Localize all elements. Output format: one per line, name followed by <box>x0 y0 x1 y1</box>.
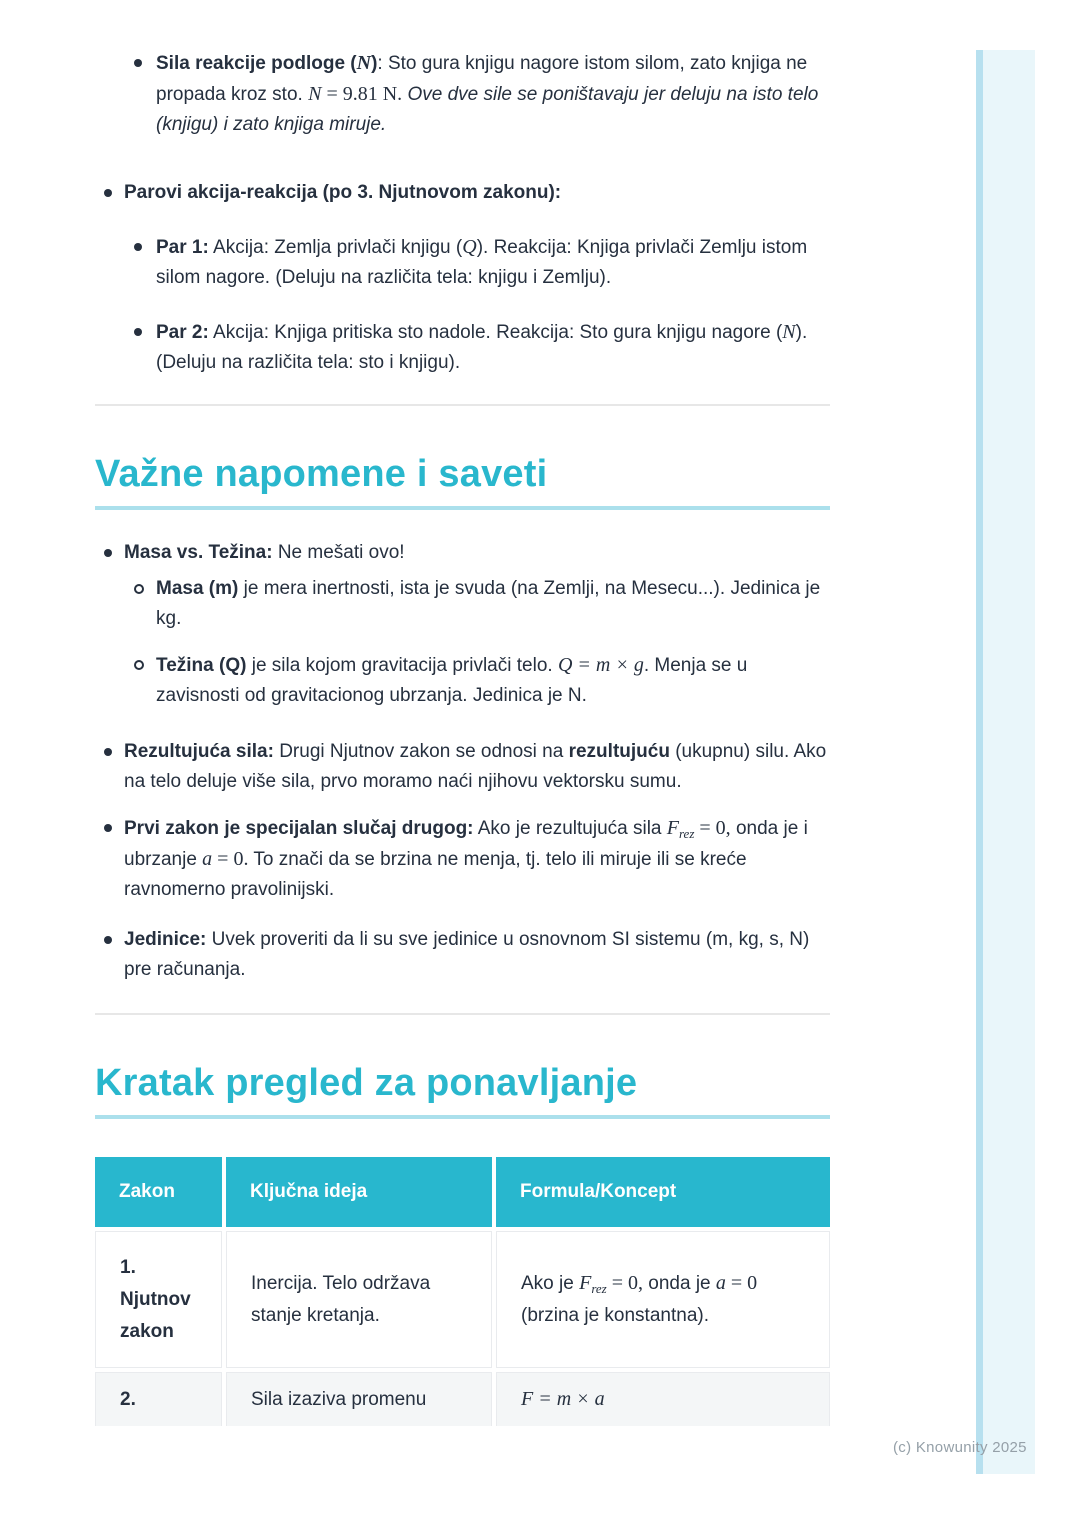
math-var: a <box>202 848 213 870</box>
bullet-masa-vs-tezina <box>95 538 830 568</box>
bold-lead: Masa vs. Težina: <box>124 542 273 563</box>
cell-text: 2. <box>120 1388 136 1410</box>
bullet-tezina <box>95 650 830 711</box>
section-divider <box>95 1013 830 1015</box>
cell-text <box>521 1383 605 1416</box>
text-run: Ako je rezultujuća sila <box>473 818 667 839</box>
bold-lead: Sila reakcije podloge ( <box>156 53 357 74</box>
copyright-watermark: (c) Knowunity 2025 <box>893 1439 1027 1456</box>
text-run: ). Reakcija: Knjiga privlači Zemlju istom silom nagore. (Deluju na različita tela: knjigu i Zemlju). <box>156 237 808 288</box>
text-run: onda je i ubrzanje <box>124 818 808 870</box>
bold-lead: Parovi akcija-reakcija (po 3. Njutnovom zakonu): <box>124 182 562 203</box>
text-run: onda je <box>643 1273 716 1294</box>
cell-text: Inercija. Telo održava stanje kretanja. <box>251 1272 431 1326</box>
text-run: Uvek proveriti da li su sve jedinice u osnovnom SI sistemu (m, kg, s, N) pre računanja. <box>124 929 810 980</box>
table-header-kljucna-ideja: Ključna ideja <box>226 1157 492 1227</box>
bullet-par-2 <box>95 317 830 378</box>
math-upright: = 9.81 N. <box>321 83 403 105</box>
cell-text: Sila izaziva promenu <box>251 1388 427 1410</box>
math-subscript: rez <box>678 826 695 841</box>
math-var: N <box>782 321 796 343</box>
section-heading-vazne-napomene: Važne napomene i saveti <box>95 450 830 510</box>
text-run: : Sto gura knjigu nagore istom silom, zato knjiga ne propada kroz sto. <box>156 53 808 105</box>
math-var: Q <box>462 236 477 258</box>
bullet-par-1 <box>95 232 830 293</box>
cell-text: 1. Njutnov zakon <box>120 1256 191 1342</box>
table-header-formula-koncept: Formula/Koncept <box>496 1157 830 1227</box>
math-var: a <box>715 1272 726 1294</box>
section-heading-kratak-pregled: Kratak pregled za ponavljanje <box>95 1059 830 1119</box>
math-formula: Q = m × g <box>557 654 644 676</box>
table-cell-formula-2 <box>496 1372 830 1426</box>
text-run: Ne mešati ovo! <box>272 542 405 563</box>
text-run: Akcija: Knjiga pritiska sto nadole. Reakcija: Sto gura knjigu nagore ( <box>208 322 783 343</box>
text-run: . Menja se u zavisnosti od gravitacionog ubrzanja. Jedinica je N. <box>156 655 748 706</box>
math-formula: F = m × a <box>521 1388 605 1410</box>
table-cell-ideja-1 <box>226 1231 492 1368</box>
text-run: ). (Deluju na različita tela: sto i knjigu). <box>156 322 808 373</box>
bold-lead: Težina (Q) <box>156 655 247 676</box>
text-run: Akcija: Zemlja privlači knjigu ( <box>208 237 463 258</box>
bold-run: rezultujuću <box>568 741 670 762</box>
summary-table <box>95 1157 830 1426</box>
text-run: je mera inertnosti, ista je svuda (na Zemlji, na Mesecu...). Jedinica je kg. <box>156 578 821 629</box>
cell-text <box>521 1267 809 1332</box>
table-cell-formula-1 <box>496 1231 830 1368</box>
document-content <box>95 0 830 1426</box>
math-subscript: rez <box>591 1281 607 1296</box>
math-var: F <box>666 817 679 839</box>
bold-lead: Jedinice: <box>124 929 207 950</box>
math-upright: = 0. <box>212 848 249 870</box>
math-var: N <box>356 52 372 74</box>
text-run: (ukupnu) silu. Ako na telo deluje više sila, prvo moramo naći njihovu vektorsku sumu. <box>124 741 827 792</box>
bullet-rezultujuca-sila <box>95 737 830 797</box>
italic-run: Ove dve sile se poništavaju jer deluju na isto telo (knjigu) i zato knjiga miruje. <box>156 84 819 135</box>
text-run: Drugi Njutnov zakon se odnosi na <box>273 741 569 762</box>
table-cell-ideja-2 <box>226 1372 492 1426</box>
bold-lead: Masa (m) <box>156 578 239 599</box>
math-upright: = 0, <box>606 1272 643 1294</box>
section-divider <box>95 404 830 406</box>
table-cell-zakon-1 <box>95 1231 222 1368</box>
math-var: N <box>308 83 322 105</box>
bold-lead: Par 2: <box>156 322 209 343</box>
math-var: F <box>579 1272 592 1294</box>
table-cell-zakon-2 <box>95 1372 222 1426</box>
table-header-zakon: Zakon <box>95 1157 222 1227</box>
text-run: To znači da se brzina ne menja, tj. telo ili miruje ili se kreće ravnomerno pravolinijski. <box>124 849 747 900</box>
bold-lead: Rezultujuća sila: <box>124 741 274 762</box>
text-run: je sila kojom gravitacija privlači telo. <box>246 655 558 676</box>
bullet-jedinice <box>95 925 830 985</box>
bullet-sila-reakcije <box>95 48 830 140</box>
page-edge-stripe <box>976 50 1035 1474</box>
text-run: Ako je <box>521 1273 580 1294</box>
math-upright: = 0, <box>694 817 731 839</box>
text-run: (brzina je konstantna). <box>521 1305 709 1326</box>
bullet-parovi <box>95 178 830 208</box>
bold-lead: Par 1: <box>156 237 209 258</box>
bullet-prvi-zakon <box>95 813 830 905</box>
bold-lead: ) <box>371 53 378 74</box>
bold-lead: Prvi zakon je specijalan slučaj drugog: <box>124 818 474 839</box>
bullet-masa <box>95 574 830 634</box>
math-upright: = 0 <box>725 1272 758 1294</box>
